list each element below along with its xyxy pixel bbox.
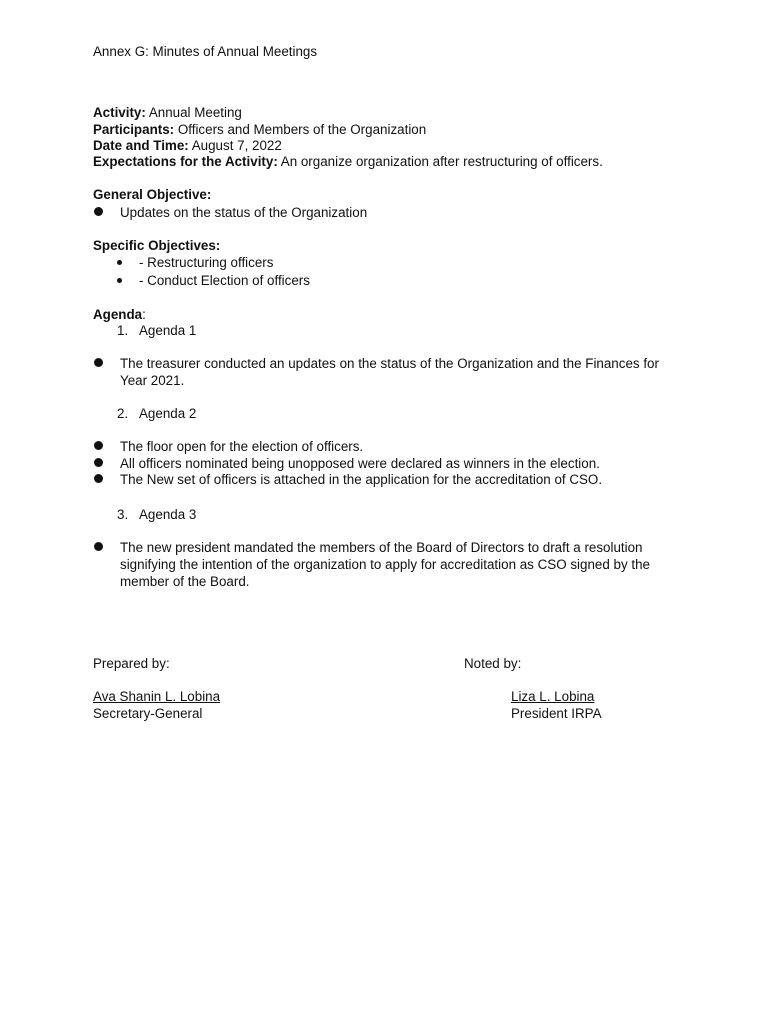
bullet-icon bbox=[94, 474, 103, 483]
date-value: August 7, 2022 bbox=[191, 138, 282, 153]
agenda-item-number: 2. bbox=[117, 406, 129, 421]
agenda-bullet: The New set of officers is attached in the application for the accreditation of CSO. bbox=[120, 472, 603, 487]
noted-by-title: President IRPA bbox=[511, 706, 602, 721]
agenda-item-number: 1. bbox=[117, 323, 129, 338]
agenda-bullet: The new president mandated the members of the Board of Directors to draft a resolution signifying the intention of the organization to apply for accreditation as CSO signed by the member of the Board. bbox=[120, 540, 650, 589]
bullet-icon bbox=[117, 260, 122, 265]
expectations-value: An organize organization after restructuring of officers. bbox=[280, 154, 603, 169]
expectations-label: Expectations for the Activity: bbox=[93, 154, 278, 169]
bullet-icon bbox=[94, 207, 103, 216]
prepared-by-name: Ava Shanin L. Lobina bbox=[93, 689, 221, 704]
noted-by-label: Noted by: bbox=[464, 656, 522, 671]
specific-objective-item: - Restructuring officers bbox=[139, 255, 274, 270]
expectations-line bbox=[93, 153, 603, 170]
prepared-by-title: Secretary-General bbox=[93, 706, 203, 721]
document-title: Annex G: Minutes of Annual Meetings bbox=[93, 44, 318, 59]
bullet-icon bbox=[94, 458, 103, 467]
specific-objective-item: - Conduct Election of officers bbox=[139, 273, 310, 288]
agenda-item-title: Agenda 2 bbox=[139, 406, 197, 421]
agenda-heading: Agenda: bbox=[93, 307, 146, 322]
specific-objectives-heading: Specific Objectives: bbox=[93, 238, 221, 253]
bullet-icon bbox=[117, 278, 122, 283]
general-objective-item: Updates on the status of the Organization bbox=[120, 205, 368, 220]
agenda-item-number: 3. bbox=[117, 507, 129, 522]
bullet-icon bbox=[94, 542, 103, 551]
activity-value: Annual Meeting bbox=[148, 105, 242, 120]
participants-value: Officers and Members of the Organization bbox=[177, 122, 427, 137]
bullet-icon bbox=[94, 441, 103, 450]
agenda-bullet: All officers nominated being unopposed were declared as winners in the election. bbox=[120, 456, 600, 471]
agenda-item-title: Agenda 1 bbox=[139, 323, 197, 338]
date-label: Date and Time: bbox=[93, 138, 189, 153]
bullet-icon bbox=[94, 358, 103, 367]
general-objective-heading: General Objective: bbox=[93, 187, 212, 202]
participants-label: Participants: bbox=[93, 122, 175, 137]
participants-line bbox=[93, 121, 426, 138]
date-line bbox=[93, 137, 282, 154]
agenda-item-title: Agenda 3 bbox=[139, 507, 197, 522]
agenda-bullet: The treasurer conducted an updates on the status of the Organization and the Finances for Year 2021. bbox=[120, 356, 659, 388]
activity-line bbox=[93, 104, 242, 121]
activity-label: Activity: bbox=[93, 105, 146, 120]
agenda-bullet: The floor open for the election of officers. bbox=[120, 439, 364, 454]
noted-by-name: Liza L. Lobina bbox=[511, 689, 595, 704]
prepared-by-label: Prepared by: bbox=[93, 656, 170, 671]
